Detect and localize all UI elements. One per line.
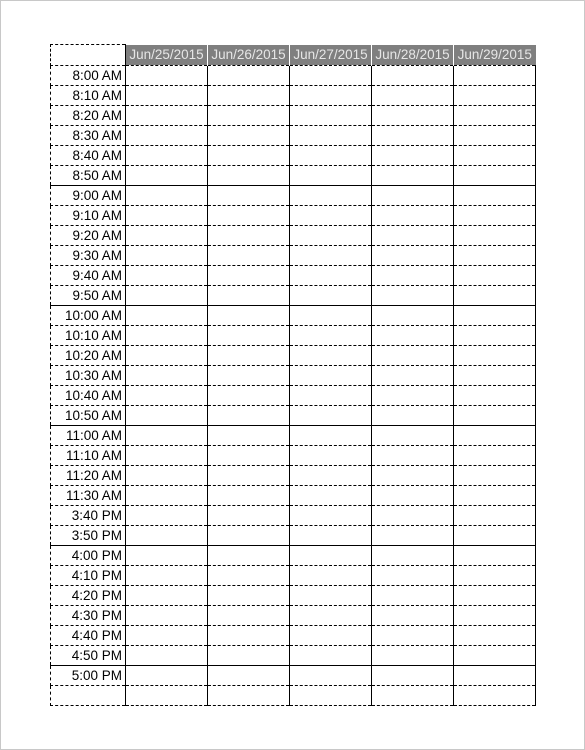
appointment-cell[interactable] (454, 326, 536, 346)
time-label: 4:50 PM (51, 646, 126, 666)
appointment-cell[interactable] (454, 66, 536, 86)
time-label: 9:00 AM (51, 186, 126, 206)
time-slot-row (51, 286, 536, 306)
appointment-cell[interactable] (126, 526, 208, 546)
appointment-cell[interactable] (290, 446, 372, 466)
appointment-cell[interactable] (290, 246, 372, 266)
appointment-cell[interactable] (372, 306, 454, 326)
time-slot-row (51, 486, 536, 506)
appointment-cell[interactable] (454, 526, 536, 546)
time-slot-row (51, 406, 536, 426)
appointment-cell[interactable] (454, 486, 536, 506)
date-header[interactable]: Jun/26/2015 (208, 45, 290, 66)
appointment-cell[interactable] (126, 406, 208, 426)
appointment-cell[interactable] (290, 186, 372, 206)
time-label: 9:10 AM (51, 206, 126, 226)
time-label: 10:30 AM (51, 366, 126, 386)
appointment-cell[interactable] (126, 586, 208, 606)
appointment-cell[interactable] (208, 146, 290, 166)
appointment-cell[interactable] (372, 386, 454, 406)
appointment-cell[interactable] (126, 66, 208, 86)
appointment-cell[interactable] (208, 66, 290, 86)
appointment-cell[interactable] (372, 686, 454, 706)
time-label: 10:10 AM (51, 326, 126, 346)
appointment-cell[interactable] (208, 486, 290, 506)
appointment-cell[interactable] (454, 346, 536, 366)
appointment-cell[interactable] (126, 486, 208, 506)
appointment-cell[interactable] (290, 646, 372, 666)
appointment-cell[interactable] (372, 566, 454, 586)
time-label: 4:00 PM (51, 546, 126, 566)
time-slot-row (51, 306, 536, 326)
time-slot-row (51, 126, 536, 146)
appointment-cell[interactable] (454, 566, 536, 586)
appointment-cell[interactable] (372, 526, 454, 546)
time-label: 11:30 AM (51, 486, 126, 506)
time-slot-row (51, 666, 536, 686)
appointment-cell[interactable] (290, 386, 372, 406)
header-corner-cell[interactable] (51, 45, 126, 66)
appointment-cell[interactable] (290, 406, 372, 426)
time-label: 9:40 AM (51, 266, 126, 286)
appointment-cell[interactable] (208, 126, 290, 146)
appointment-cell[interactable] (208, 686, 290, 706)
appointment-cell[interactable] (372, 206, 454, 226)
appointment-cell[interactable] (372, 466, 454, 486)
appointment-cell[interactable] (372, 346, 454, 366)
time-label: 11:10 AM (51, 446, 126, 466)
time-label: 10:00 AM (51, 306, 126, 326)
appointment-cell[interactable] (208, 466, 290, 486)
time-slot-row (51, 206, 536, 226)
appointment-cell[interactable] (208, 586, 290, 606)
appointment-cell[interactable] (454, 446, 536, 466)
date-header[interactable]: Jun/25/2015 (126, 45, 208, 66)
header-row (51, 45, 536, 66)
appointment-cell[interactable] (372, 586, 454, 606)
time-label: 5:00 PM (51, 666, 126, 686)
appointment-cell[interactable] (290, 266, 372, 286)
appointment-cell[interactable] (126, 246, 208, 266)
time-slot-row (51, 446, 536, 466)
time-slot-row (51, 366, 536, 386)
appointment-cell[interactable] (454, 646, 536, 666)
time-label: 3:40 PM (51, 506, 126, 526)
appointment-cell[interactable] (372, 186, 454, 206)
appointment-cell[interactable] (372, 666, 454, 686)
appointment-cell[interactable] (126, 466, 208, 486)
appointment-cell[interactable] (126, 546, 208, 566)
time-slot-row (51, 106, 536, 126)
appointment-cell[interactable] (454, 686, 536, 706)
appointment-cell[interactable] (454, 146, 536, 166)
appointment-cell[interactable] (372, 606, 454, 626)
time-label: 8:30 AM (51, 126, 126, 146)
appointment-cell[interactable] (208, 526, 290, 546)
appointment-cell[interactable] (290, 626, 372, 646)
appointment-cell[interactable] (290, 526, 372, 546)
appointment-cell[interactable] (208, 266, 290, 286)
time-slot-row (51, 466, 536, 486)
time-slot-row (51, 186, 536, 206)
time-slot-row (51, 426, 536, 446)
time-slot-row (51, 386, 536, 406)
appointment-cell[interactable] (126, 326, 208, 346)
time-label: 4:40 PM (51, 626, 126, 646)
appointment-cell[interactable] (290, 106, 372, 126)
time-label: 8:00 AM (51, 66, 126, 86)
appointment-cell[interactable] (208, 446, 290, 466)
appointment-cell[interactable] (208, 286, 290, 306)
time-slot-row (51, 626, 536, 646)
time-slot-row (51, 566, 536, 586)
appointment-cell[interactable] (372, 366, 454, 386)
appointment-cell[interactable] (454, 666, 536, 686)
appointment-cell[interactable] (290, 166, 372, 186)
time-slot-row (51, 546, 536, 566)
appointment-cell[interactable] (372, 626, 454, 646)
appointment-cell[interactable] (290, 666, 372, 686)
appointment-cell[interactable] (290, 466, 372, 486)
appointment-cell[interactable] (454, 246, 536, 266)
appointment-cell[interactable] (290, 226, 372, 246)
appointment-cell[interactable] (208, 226, 290, 246)
appointment-cell[interactable] (290, 486, 372, 506)
appointment-cell[interactable] (290, 306, 372, 326)
appointment-cell[interactable] (208, 206, 290, 226)
appointment-cell[interactable] (372, 486, 454, 506)
time-label: 9:50 AM (51, 286, 126, 306)
appointment-cell[interactable] (126, 686, 208, 706)
appointment-cell[interactable] (208, 626, 290, 646)
appointment-cell[interactable] (454, 546, 536, 566)
time-label: 9:20 AM (51, 226, 126, 246)
appointment-cell[interactable] (372, 326, 454, 346)
appointment-cell[interactable] (372, 146, 454, 166)
appointment-cell[interactable] (454, 426, 536, 446)
appointment-cell[interactable] (208, 186, 290, 206)
appointment-cell[interactable] (372, 286, 454, 306)
appointment-cell[interactable] (372, 646, 454, 666)
appointment-cell[interactable] (290, 86, 372, 106)
time-slot-row (51, 226, 536, 246)
appointment-cell[interactable] (372, 506, 454, 526)
appointment-cell[interactable] (290, 546, 372, 566)
appointment-cell[interactable] (126, 186, 208, 206)
appointment-cell[interactable] (454, 506, 536, 526)
appointment-cell[interactable] (454, 226, 536, 246)
appointment-cell[interactable] (126, 366, 208, 386)
appointment-cell[interactable] (372, 86, 454, 106)
time-slot-row (51, 506, 536, 526)
appointment-cell[interactable] (126, 446, 208, 466)
time-slot-row (51, 246, 536, 266)
appointment-cell[interactable] (126, 306, 208, 326)
date-header[interactable]: Jun/29/2015 (454, 45, 536, 66)
appointment-cell[interactable] (208, 346, 290, 366)
appointment-cell[interactable] (208, 406, 290, 426)
appointment-cell[interactable] (208, 546, 290, 566)
appointment-cell[interactable] (208, 646, 290, 666)
appointment-cell[interactable] (290, 506, 372, 526)
schedule-table (50, 44, 536, 706)
appointment-cell[interactable] (290, 146, 372, 166)
appointment-cell[interactable] (372, 226, 454, 246)
time-label (51, 686, 126, 706)
time-slot-row (51, 86, 536, 106)
time-slot-row (51, 146, 536, 166)
appointment-cell[interactable] (454, 266, 536, 286)
time-label: 9:30 AM (51, 246, 126, 266)
appointment-cell[interactable] (208, 246, 290, 266)
date-header[interactable]: Jun/27/2015 (290, 45, 372, 66)
appointment-cell[interactable] (126, 166, 208, 186)
appointment-cell[interactable] (454, 466, 536, 486)
appointment-cell[interactable] (372, 246, 454, 266)
appointment-cell[interactable] (126, 106, 208, 126)
appointment-cell[interactable] (208, 386, 290, 406)
time-label: 8:40 AM (51, 146, 126, 166)
time-slot-row (51, 346, 536, 366)
appointment-cell[interactable] (290, 326, 372, 346)
time-slot-row (51, 66, 536, 86)
appointment-cell[interactable] (454, 406, 536, 426)
appointment-cell[interactable] (126, 206, 208, 226)
appointment-cell[interactable] (208, 426, 290, 446)
appointment-cell[interactable] (290, 426, 372, 446)
date-header[interactable]: Jun/28/2015 (372, 45, 454, 66)
time-slot-row (51, 586, 536, 606)
time-slot-row (51, 686, 536, 706)
time-slot-row (51, 606, 536, 626)
time-label: 11:00 AM (51, 426, 126, 446)
time-slot-row (51, 326, 536, 346)
appointment-cell[interactable] (126, 86, 208, 106)
appointment-cell[interactable] (290, 606, 372, 626)
appointment-cell[interactable] (454, 306, 536, 326)
appointment-cell[interactable] (372, 106, 454, 126)
appointment-cell[interactable] (126, 346, 208, 366)
appointment-cell[interactable] (290, 566, 372, 586)
time-label: 10:50 AM (51, 406, 126, 426)
appointment-cell[interactable] (208, 566, 290, 586)
appointment-cell[interactable] (290, 66, 372, 86)
appointment-cell[interactable] (208, 366, 290, 386)
appointment-cell[interactable] (126, 286, 208, 306)
appointment-cell[interactable] (290, 586, 372, 606)
appointment-cell[interactable] (208, 506, 290, 526)
time-label: 11:20 AM (51, 466, 126, 486)
appointment-cell[interactable] (290, 686, 372, 706)
appointment-cell[interactable] (208, 326, 290, 346)
time-slot-row (51, 166, 536, 186)
time-label: 3:50 PM (51, 526, 126, 546)
time-label: 4:20 PM (51, 586, 126, 606)
appointment-cell[interactable] (454, 286, 536, 306)
appointment-cell[interactable] (454, 166, 536, 186)
appointment-cell[interactable] (454, 366, 536, 386)
appointment-cell[interactable] (290, 346, 372, 366)
appointment-cell[interactable] (290, 206, 372, 226)
appointment-cell[interactable] (454, 626, 536, 646)
appointment-cell[interactable] (208, 166, 290, 186)
appointment-cell[interactable] (126, 646, 208, 666)
appointment-cell[interactable] (290, 126, 372, 146)
appointment-cell[interactable] (454, 206, 536, 226)
appointment-cell[interactable] (454, 126, 536, 146)
appointment-cell[interactable] (126, 426, 208, 446)
appointment-cell[interactable] (126, 266, 208, 286)
appointment-cell[interactable] (372, 166, 454, 186)
appointment-cell[interactable] (290, 366, 372, 386)
appointment-cell[interactable] (454, 106, 536, 126)
appointment-cell[interactable] (208, 306, 290, 326)
appointment-cell[interactable] (208, 606, 290, 626)
appointment-cell[interactable] (126, 146, 208, 166)
appointment-cell[interactable] (126, 566, 208, 586)
appointment-cell[interactable] (372, 406, 454, 426)
appointment-cell[interactable] (454, 186, 536, 206)
time-slot-row (51, 266, 536, 286)
time-label: 8:20 AM (51, 106, 126, 126)
appointment-cell[interactable] (454, 606, 536, 626)
time-label: 4:30 PM (51, 606, 126, 626)
appointment-cell[interactable] (126, 126, 208, 146)
appointment-cell[interactable] (372, 126, 454, 146)
appointment-cell[interactable] (454, 386, 536, 406)
appointment-cell[interactable] (372, 446, 454, 466)
appointment-cell[interactable] (126, 506, 208, 526)
appointment-cell[interactable] (372, 66, 454, 86)
appointment-cell[interactable] (126, 626, 208, 646)
appointment-cell[interactable] (454, 586, 536, 606)
appointment-cell[interactable] (208, 106, 290, 126)
time-label: 8:50 AM (51, 166, 126, 186)
appointment-cell[interactable] (290, 286, 372, 306)
appointment-cell[interactable] (372, 266, 454, 286)
appointment-cell[interactable] (126, 606, 208, 626)
appointment-cell[interactable] (126, 666, 208, 686)
appointment-cell[interactable] (126, 386, 208, 406)
appointment-cell[interactable] (208, 666, 290, 686)
appointment-cell[interactable] (208, 86, 290, 106)
time-slot-row (51, 526, 536, 546)
appointment-cell[interactable] (454, 86, 536, 106)
time-label: 10:40 AM (51, 386, 126, 406)
appointment-cell[interactable] (126, 226, 208, 246)
time-label: 10:20 AM (51, 346, 126, 366)
schedule-body (51, 66, 536, 706)
time-label: 4:10 PM (51, 566, 126, 586)
appointment-cell[interactable] (372, 546, 454, 566)
time-slot-row (51, 646, 536, 666)
appointment-cell[interactable] (372, 426, 454, 446)
time-label: 8:10 AM (51, 86, 126, 106)
